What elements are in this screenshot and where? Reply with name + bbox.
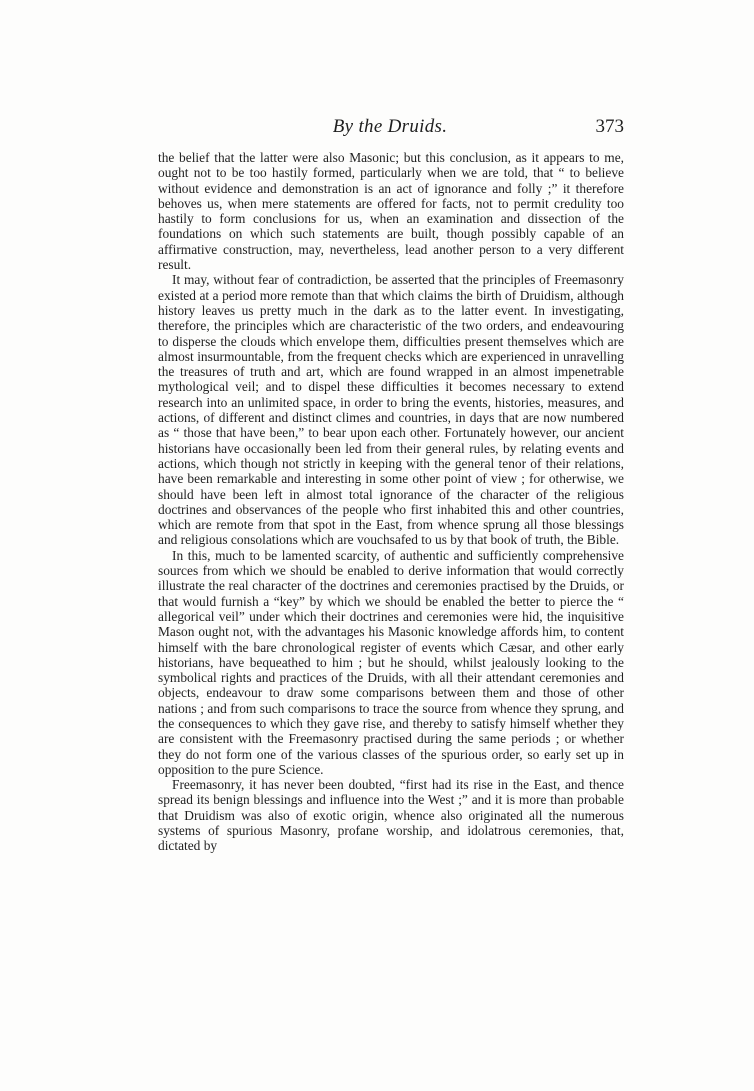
paragraph-4: Freemasonry, it has never been doubted, “first had its rise in the East, and thence spread its benign blessings and influence into the West ;” and it is more than probable that Druidism was also of exotic origin, whence also originated all the numerous systems of spurious Masonry, profane worship, and idolatrous ceremonies, that, dictated by bbox=[158, 777, 624, 854]
body-text bbox=[158, 150, 624, 854]
paragraph-1: the belief that the latter were also Masonic; but this conclusion, as it appears to me, ought not to be too hastily formed, particularly when we are told, that “ to believe without evidence and demonstration is an act of ignorance and folly ;” it therefore behoves us, when mere statements are offered for facts, not to permit credulity too hastily to form conclusions for us, when an examination and dissection of the foundations on which such statements are built, though possibly capable of an affirmative construction, may, nevertheless, lead another person to a very different result. bbox=[158, 150, 624, 273]
page-number: 373 bbox=[595, 116, 624, 137]
paragraph-3: In this, much to be lamented scarcity, of authentic and sufficiently comprehensive sources from which we should be enabled to derive information that would correctly illustrate the real character of the doctrines and ceremonies practised by the Druids, or that would furnish a “key” by which we should be enabled the better to pierce the “ allegorical veil” under which their doctrines and ceremonies were hid, the inquisitive Mason ought not, with the advantages his Masonic knowledge affords him, to content himself with the bare chronological register of events which Cæsar, and other early historians, have bequeathed to him ; but he should, whilst jealously looking to the symbolical rights and practices of the Druids, with all their attendant ceremonies and objects, endeavour to draw some comparisons between them and those of other nations ; and from such comparisons to trace the source from whence they sprung, and the consequences to which they gave rise, and thereby to satisfy himself whether they are consistent with the Freemasonry practised during the same periods ; or whether they do not form one of the various classes of the spurious order, so early set up in opposition to the pure Science. bbox=[158, 547, 624, 777]
running-title: By the Druids. bbox=[332, 116, 448, 137]
page-header bbox=[156, 116, 624, 142]
paragraph-2: It may, without fear of contradiction, be asserted that the principles of Freemasonry existed at a period more remote than that which claims the birth of Druidism, although history leaves us pretty much in the dark as to the latter event. In investigating, therefore, the principles which are characteristic of the two orders, and endeavouring to disperse the clouds which envelope them, difficulties present themselves which are almost insurmountable, from the frequent checks which are experienced in unravelling the treasures of truth and art, which are found wrapped in an almost impenetrable mythological veil; and to dispel these difficulties it becomes necessary to extend research into an unlimited space, in order to bring the events, histories, measures, and actions, of different and distinct climes and countries, in days that are now numbered as “ those that have been,” to bear upon each other. Fortunately however, our ancient historians have occasionally been led from their general rules, by relating events and actions, which though not strictly in keeping with the general tenor of their relations, have been remarkable and interesting in some other point of view ; for otherwise, we should have been left in almost total ignorance of the character of the religious doctrines and observances of the people who first inhabited this and other countries, which are remote from that spot in the East, from whence sprung all those blessings and religious consolations which are vouchsafed to us by that book of truth, the Bible. bbox=[158, 272, 624, 548]
